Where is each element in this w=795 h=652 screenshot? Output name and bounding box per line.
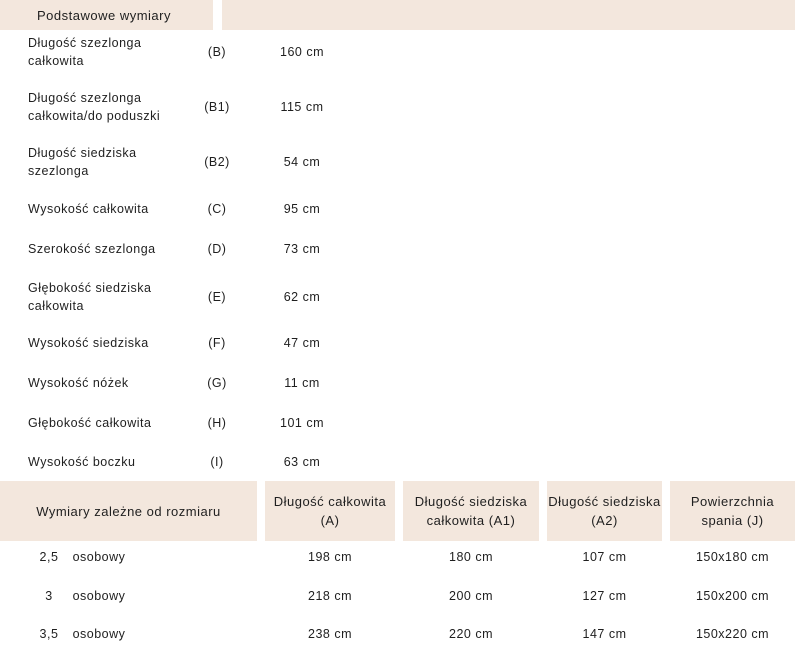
dimension-code: (I) bbox=[210, 455, 224, 469]
size-header-a-text: Długość całkowita (A) bbox=[273, 494, 387, 528]
dimension-label: Wysokość boczku bbox=[28, 455, 136, 469]
dimension-value: 11 cm bbox=[284, 376, 320, 390]
dimension-code: (B2) bbox=[204, 155, 230, 169]
size-value: 3 bbox=[45, 589, 53, 603]
dimension-label: Długość siedziska szezlonga bbox=[28, 146, 137, 178]
basic-dimensions-title: Podstawowe wymiary bbox=[37, 8, 171, 23]
dimension-label: Długość szezlonga całkowita/do poduszki bbox=[28, 91, 161, 123]
size-value: 3,5 bbox=[39, 627, 59, 641]
seat-length-total-value: 200 cm bbox=[449, 589, 493, 603]
size-unit: osobowy bbox=[72, 550, 126, 564]
dimension-value: 95 cm bbox=[283, 202, 321, 216]
sleeping-area-value: 150x220 cm bbox=[695, 627, 770, 641]
size-header-a2-text: Długość siedziska (A2) bbox=[548, 494, 661, 528]
dimension-code: (E) bbox=[207, 290, 227, 304]
sleeping-area-value: 150x200 cm bbox=[695, 589, 770, 603]
dimension-label: Wysokość nóżek bbox=[28, 376, 129, 390]
size-unit: osobowy bbox=[72, 589, 126, 603]
length-total-value: 238 cm bbox=[308, 627, 352, 641]
size-header-a1 bbox=[403, 481, 539, 541]
dimension-value: 115 cm bbox=[280, 100, 324, 114]
dimension-code: (D) bbox=[207, 242, 227, 256]
dimension-value: 160 cm bbox=[280, 45, 324, 59]
seat-length-value: 147 cm bbox=[582, 627, 627, 641]
header-spacer-bar bbox=[222, 0, 795, 30]
dimension-code: (H) bbox=[207, 416, 227, 430]
size-header-a2 bbox=[547, 481, 662, 541]
dimension-label: Długość szezlonga całkowita bbox=[28, 36, 142, 68]
dimension-value: 63 cm bbox=[283, 455, 321, 469]
dimension-value: 47 cm bbox=[283, 336, 321, 350]
size-header-j-text: Powierzchnia spania (J) bbox=[690, 494, 775, 528]
seat-length-value: 107 cm bbox=[582, 550, 627, 564]
dimension-code: (F) bbox=[208, 336, 226, 350]
dimension-label: Wysokość siedziska bbox=[28, 336, 149, 350]
dimension-value: 73 cm bbox=[283, 242, 321, 256]
dimension-code: (G) bbox=[207, 376, 227, 390]
dimension-code: (B) bbox=[207, 45, 227, 59]
dimension-value: 62 cm bbox=[283, 290, 321, 304]
seat-length-value: 127 cm bbox=[582, 589, 627, 603]
dimension-value: 101 cm bbox=[280, 416, 324, 430]
dimension-code: (C) bbox=[207, 202, 227, 216]
size-unit: osobowy bbox=[72, 627, 126, 641]
seat-length-total-value: 220 cm bbox=[449, 627, 493, 641]
size-header-a bbox=[265, 481, 395, 541]
dimension-value: 54 cm bbox=[283, 155, 321, 169]
size-header-label bbox=[0, 481, 257, 541]
dimension-label: Głębokość całkowita bbox=[28, 416, 152, 430]
basic-dimensions-header bbox=[0, 0, 213, 30]
dimension-label: Głębokość siedziska całkowita bbox=[28, 281, 152, 313]
size-header-label-text: Wymiary zależne od rozmiaru bbox=[36, 503, 221, 519]
size-value: 2,5 bbox=[39, 550, 59, 564]
dimension-code: (B1) bbox=[204, 100, 230, 114]
sleeping-area-value: 150x180 cm bbox=[695, 550, 770, 564]
dimension-label: Wysokość całkowita bbox=[28, 202, 149, 216]
length-total-value: 218 cm bbox=[308, 589, 352, 603]
dimension-label: Szerokość szezlonga bbox=[28, 242, 156, 256]
size-header-j bbox=[670, 481, 795, 541]
seat-length-total-value: 180 cm bbox=[449, 550, 493, 564]
length-total-value: 198 cm bbox=[308, 550, 352, 564]
size-header-a1-text: Długość siedziska całkowita (A1) bbox=[414, 494, 528, 528]
